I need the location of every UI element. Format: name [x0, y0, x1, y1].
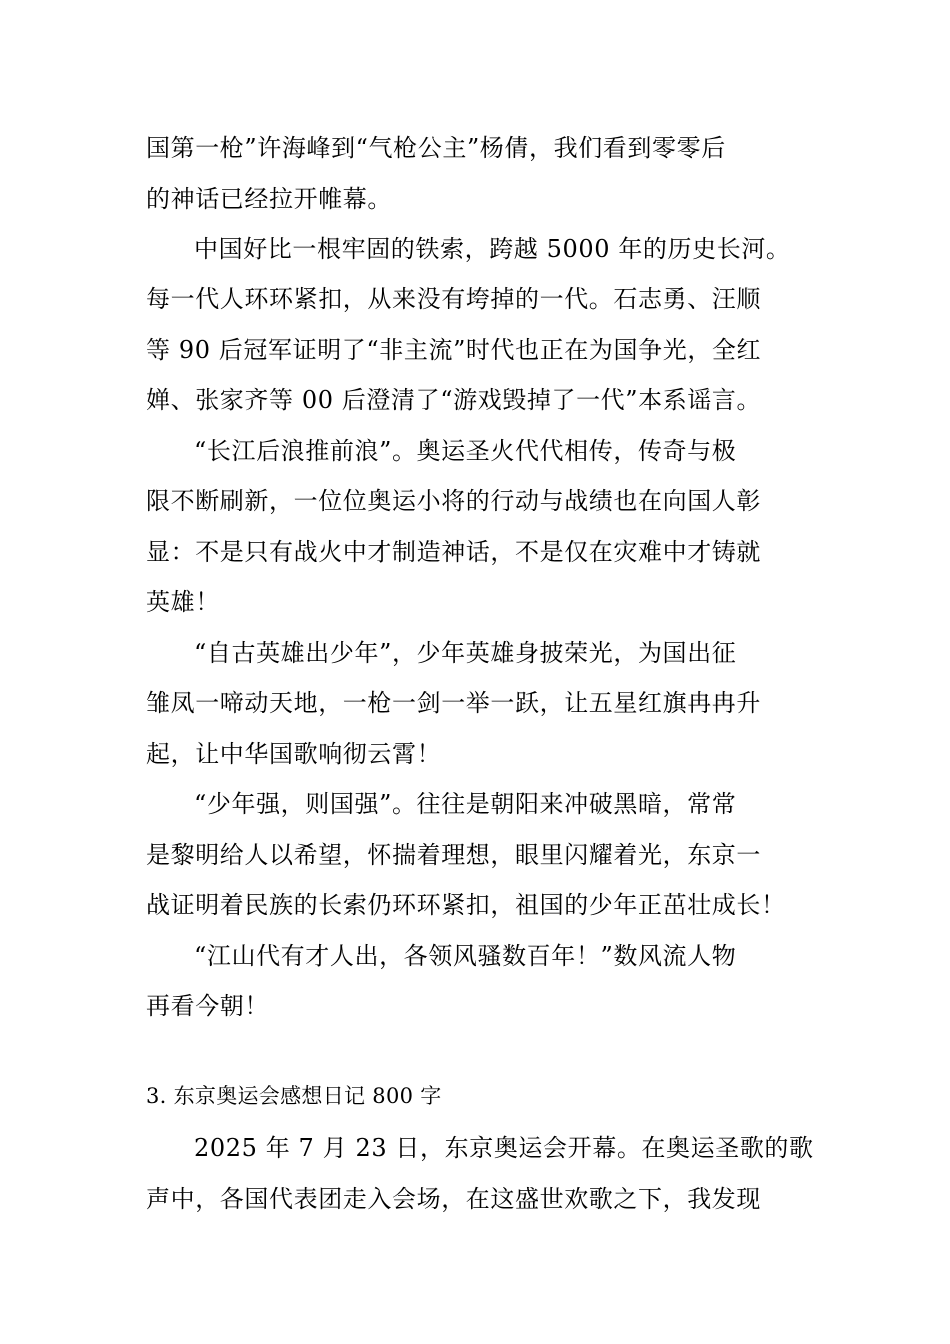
- paragraph-start-line: “自古英雄出少年”，少年英雄身披荣光，为国出征: [194, 639, 737, 667]
- paragraph-start-line: 2025 年 7 月 23 日，东京奥运会开幕。在奥运圣歌的歌: [194, 1134, 814, 1162]
- text-line: 是黎明给人以希望，怀揣着理想，眼里闪耀着光，东京一: [146, 841, 761, 869]
- text-line: 英雄！: [146, 588, 220, 616]
- text-line: 每一代人环环紧扣，从来没有垮掉的一代。石志勇、汪顺: [146, 285, 761, 313]
- paragraph-start-line: “江山代有才人出，各领风骚数百年！”数风流人物: [194, 942, 737, 970]
- paragraph-start-line: “长江后浪推前浪”。奥运圣火代代相传，传奇与极: [194, 437, 737, 465]
- paragraph-start-line: 中国好比一根牢固的铁索，跨越 5000 年的历史长河。: [194, 235, 791, 263]
- paragraph-start-line: “少年强，则国强”。往往是朝阳来冲破黑暗，常常: [194, 790, 737, 818]
- text-line: 婵、张家齐等 00 后澄清了“游戏毁掉了一代”本系谣言。: [146, 386, 762, 414]
- text-line: 显：不是只有战火中才制造神话，不是仅在灾难中才铸就: [146, 538, 761, 566]
- section-heading: 3. 东京奥运会感想日记 800 字: [146, 1084, 442, 1108]
- text-line: 限不断刷新，一位位奥运小将的行动与战绩也在向国人彰: [146, 487, 761, 515]
- text-line: 的神话已经拉开帷幕。: [146, 185, 392, 213]
- text-line: 等 90 后冠军证明了“非主流”时代也正在为国争光，全红: [146, 336, 762, 364]
- text-line: 起，让中华国歌响彻云霄！: [146, 740, 442, 768]
- text-line: 战证明着民族的长索仍环环紧扣，祖国的少年正茁壮成长！: [146, 891, 786, 919]
- text-line: 雏凤一啼动天地，一枪一剑一举一跃，让五星红旗冉冉升: [146, 689, 761, 717]
- text-line: 再看今朝！: [146, 992, 269, 1020]
- text-line: 声中，各国代表团走入会场，在这盛世欢歌之下，我发现: [146, 1185, 761, 1213]
- text-line: 国第一枪”许海峰到“气枪公主”杨倩，我们看到零零后: [146, 134, 726, 162]
